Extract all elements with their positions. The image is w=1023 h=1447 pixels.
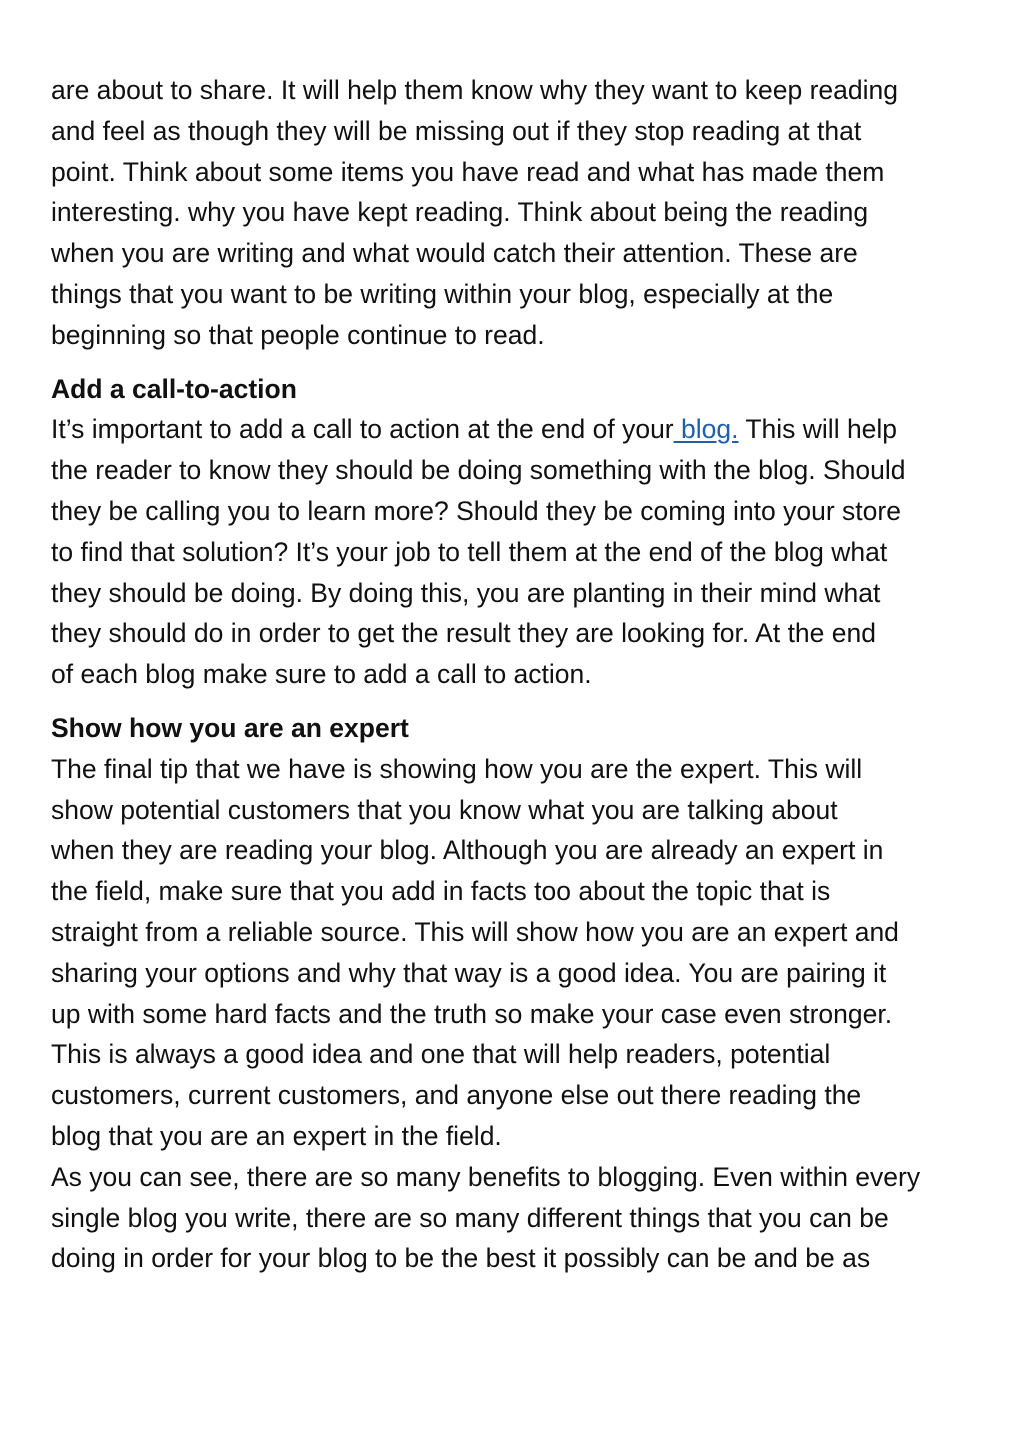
paragraph-expert xyxy=(51,749,986,1157)
text-line: doing in order for your blog to be the best it possibly can be and be as xyxy=(51,1243,871,1274)
text-line: straight from a reliable source. This will show how you are an expert and xyxy=(51,916,899,947)
text-line: when they are reading your blog. Although you are already an expert in xyxy=(51,835,884,866)
paragraph-reading-hook xyxy=(51,70,986,356)
text-line: the reader to know they should be doing something with the blog. Should xyxy=(51,455,906,486)
blog-link[interactable]: blog. xyxy=(673,414,739,445)
text-line: customers, current customers, and anyone else out there reading the xyxy=(51,1080,862,1111)
paragraph-conclusion xyxy=(51,1157,986,1279)
heading-call-to-action: Add a call-to-action xyxy=(51,373,297,404)
text-fragment: It’s important to add a call to action at the end of your xyxy=(51,414,674,445)
document-page xyxy=(51,70,986,1279)
text-line: and feel as though they will be missing out if they stop reading at that xyxy=(51,115,862,146)
text-line: blog that you are an expert in the field. xyxy=(51,1120,502,1151)
heading-show-expert: Show how you are an expert xyxy=(51,712,409,743)
text-line: when you are writing and what would catch their attention. These are xyxy=(51,238,858,269)
text-line: things that you want to be writing within your blog, especially at the xyxy=(51,278,834,309)
text-line: of each blog make sure to add a call to action. xyxy=(51,659,592,690)
text-line: show potential customers that you know what you are talking about xyxy=(51,794,838,825)
text-line: to find that solution? It’s your job to tell them at the end of the blog what xyxy=(51,536,888,567)
text-line: beginning so that people continue to read. xyxy=(51,319,545,350)
text-fragment: This will help xyxy=(738,414,898,445)
text-line: This is always a good idea and one that will help readers, potential xyxy=(51,1039,831,1070)
text-line: The final tip that we have is showing how you are the expert. This will xyxy=(51,753,863,784)
text-line: they should be doing. By doing this, you are planting in their mind what xyxy=(51,577,881,608)
text-line: they should do in order to get the result they are looking for. At the end xyxy=(51,618,876,649)
text-line xyxy=(51,409,986,450)
text-line: sharing your options and why that way is a good idea. You are pairing it xyxy=(51,957,887,988)
text-line: up with some hard facts and the truth so make your case even stronger. xyxy=(51,998,893,1029)
text-line: As you can see, there are so many benefits to blogging. Even within every xyxy=(51,1161,921,1192)
text-line: the field, make sure that you add in facts too about the topic that is xyxy=(51,876,831,907)
text-line: single blog you write, there are so many different things that you can be xyxy=(51,1202,889,1233)
text-line: point. Think about some items you have read and what has made them xyxy=(51,156,885,187)
text-line: interesting. why you have kept reading. Think about being the reading xyxy=(51,197,869,228)
text-line: are about to share. It will help them know why they want to keep reading xyxy=(51,75,899,105)
text-line: they be calling you to learn more? Should they be coming into your store xyxy=(51,495,901,526)
paragraph-call-to-action xyxy=(51,409,986,695)
